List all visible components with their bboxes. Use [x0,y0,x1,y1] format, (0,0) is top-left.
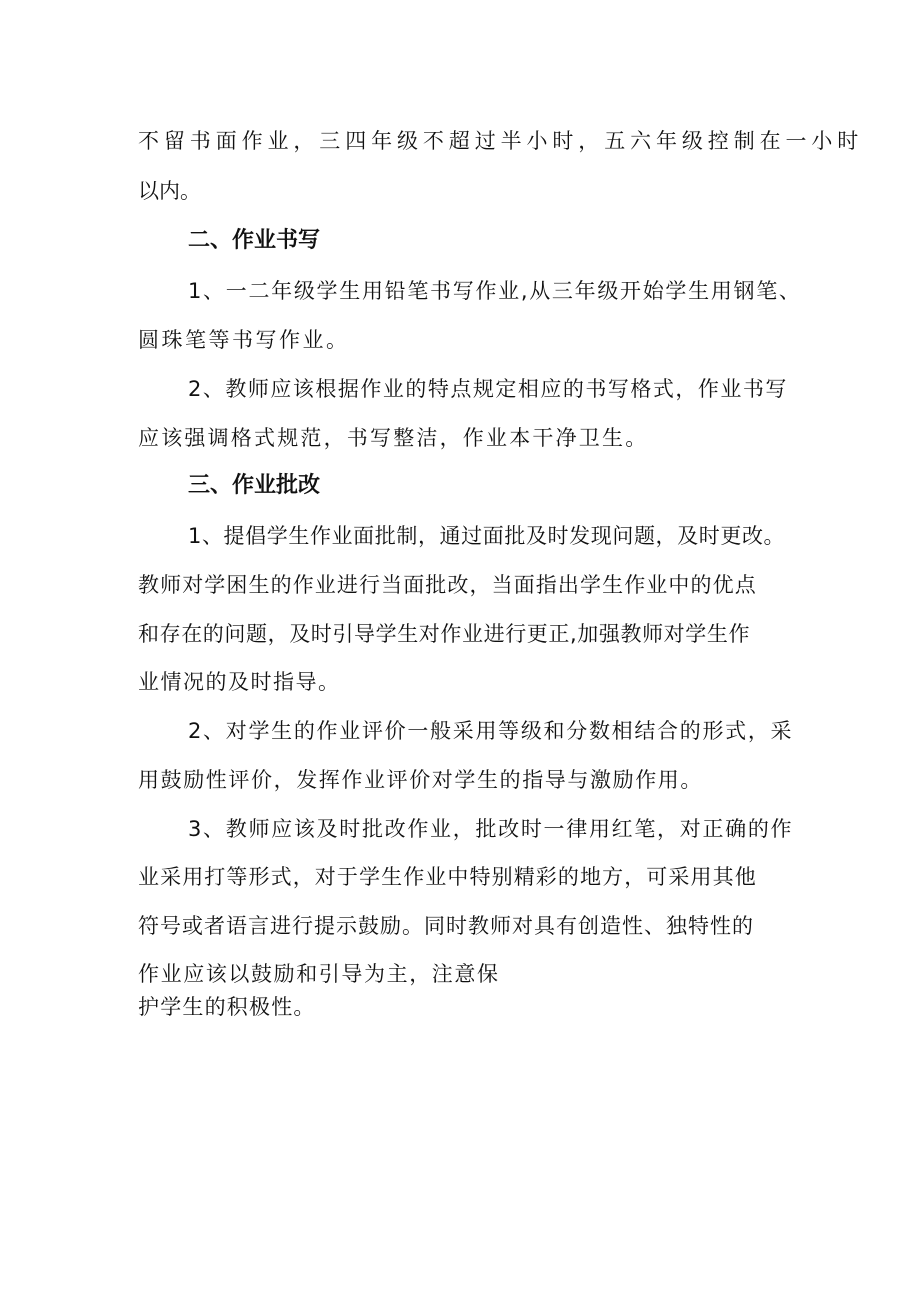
grading-item-1-line-1: 1、提倡学生作业面批制，通过面批及时发现问题，及时更改。 [188,524,786,548]
grading-item-3-line-2: 业采用打等形式，对于学生作业中特别精彩的地方，可采用其他 [138,865,757,889]
paragraph-1-line-1: 不留书面作业，三四年级不超过半小时，五六年级控制在一小时 [138,129,864,153]
paragraph-1-line-2: 以内。 [138,179,201,203]
grading-item-2-line-1: 2、对学生的作业评价一般采用等级和分数相结合的形式，采 [188,719,794,743]
section-heading-grading: 三、作业批改 [188,473,321,498]
grading-item-1-line-2: 教师对学困生的作业进行当面批改，当面指出学生作业中的优点 [138,573,757,597]
grading-item-3-line-1: 3、教师应该及时批改作业，批改时一律用红笔，对正确的作 [188,817,794,841]
writing-item-2-line-2: 应该强调格式规范，书写整洁，作业本干净卫生。 [138,426,649,450]
writing-item-1-line-1: 1、一二年级学生用铅笔书写作业,从三年级开始学生用钢笔、 [188,279,802,303]
section-heading-writing: 二、作业书写 [188,228,321,253]
writing-item-2-line-1: 2、教师应该根据作业的特点规定相应的书写格式，作业书写 [188,377,788,401]
grading-item-1-line-3: 和存在的问题，及时引导学生对作业进行更正,加强教师对学生作 [138,622,751,646]
grading-item-1-line-4: 业情况的及时指导。 [138,670,341,694]
grading-item-3-line-3: 符号或者语言进行提示鼓励。同时教师对具有创造性、独特性的 [138,914,754,938]
writing-item-1-line-2: 圆珠笔等书写作业。 [138,328,350,352]
grading-item-3-line-4: 作业应该以鼓励和引导为主，注意保 [138,962,500,986]
grading-item-3-line-5: 护学生的积极性。 [138,995,316,1019]
grading-item-2-line-2: 用鼓励性评价，发挥作业评价对学生的指导与激励作用。 [138,768,703,792]
